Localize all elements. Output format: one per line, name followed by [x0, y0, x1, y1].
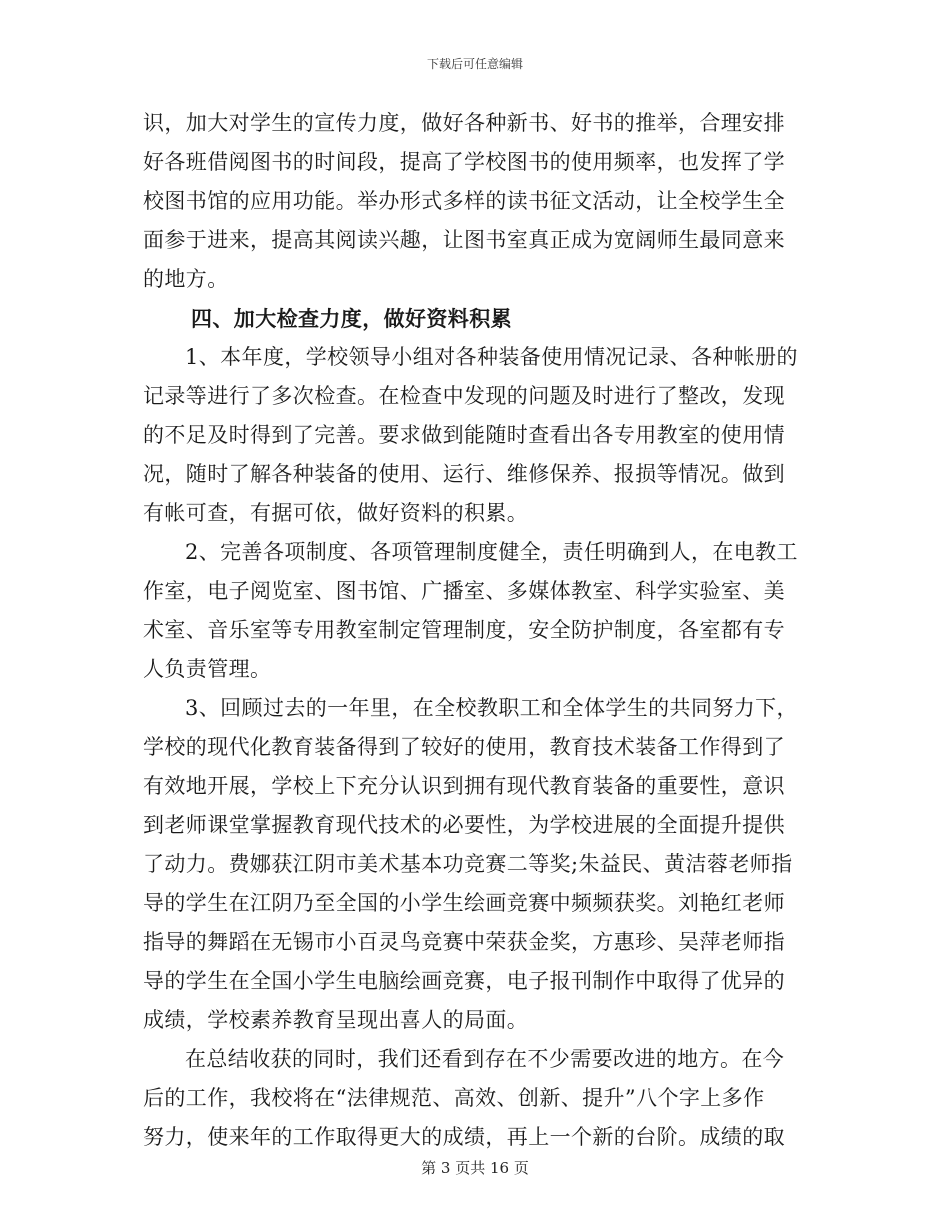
text-line: 识，加大对学生的宣传力度，做好各种新书、好书的推举，合理安排: [143, 111, 785, 135]
text-line: 记录等进行了多次检查。在检查中发现的问题及时进行了整改，发现: [143, 384, 785, 408]
document-body: [143, 104, 823, 1157]
text-line: 到老师课堂掌握教育现代技术的必要性，为学校进展的全面提升提供: [143, 813, 785, 837]
text-line: 指导的舞蹈在无锡市小百灵鸟竞赛中荣获金奖，方惠珍、吴萍老师指: [143, 930, 785, 954]
page-footer: 第 3 页共 16 页: [421, 1159, 529, 1177]
text-line: 有帐可查，有据可依，做好资料的积累。: [143, 501, 529, 525]
text-line: 导的学生在全国小学生电脑绘画竞赛，电子报刊制作中取得了优异的: [143, 969, 785, 993]
text-line: 的地方。: [143, 267, 229, 291]
text-line: 面参于进来，提高其阅读兴趣，让图书室真正成为宽阔师生最同意来: [143, 228, 785, 252]
text-line: 学校的现代化教育装备得到了较好的使用，教育技术装备工作得到了: [143, 735, 785, 759]
text-line: 2、完善各项制度、各项管理制度健全，责任明确到人，在电教工: [185, 540, 798, 564]
text-line: 在总结收获的同时，我们还看到存在不少需要改进的地方。在今: [185, 1047, 785, 1071]
text-line: 校图书馆的应用功能。举办形式多样的读书征文活动，让全校学生全: [143, 189, 785, 213]
text-line: 1、本年度，学校领导小组对各种装备使用情况记录、各种帐册的: [185, 345, 798, 369]
text-line: 况，随时了解各种装备的使用、运行、维修保养、报损等情况。做到: [143, 462, 785, 486]
text-line: 作室，电子阅览室、图书馆、广播室、多媒体教室、科学实验室、美: [143, 579, 785, 603]
text-line: 有效地开展，学校上下充分认识到拥有现代教育装备的重要性，意识: [143, 774, 785, 798]
text-line: 术室、音乐室等专用教室制定管理制度，安全防护制度，各室都有专: [143, 618, 785, 642]
section-heading: 四、加大检查力度，做好资料积累: [191, 306, 512, 331]
text-line: 好各班借阅图书的时间段，提高了学校图书的使用频率，也发挥了学: [143, 150, 785, 174]
text-line: 3、回顾过去的一年里，在全校教职工和全体学生的共同努力下，: [185, 696, 798, 720]
text-line: 了动力。费娜获江阴市美术基本功竞赛二等奖;朱益民、黄洁蓉老师指: [143, 852, 793, 876]
text-line: 成绩，学校素养教育呈现出喜人的局面。: [143, 1008, 529, 1032]
text-line: 后的工作，我校将在“法律规范、高效、创新、提升”八个字上多作: [143, 1086, 765, 1110]
text-line: 导的学生在江阴乃至全国的小学生绘画竞赛中频频获奖。刘艳红老师: [143, 891, 785, 915]
text-line: 的不足及时得到了完善。要求做到能随时查看出各专用教室的使用情: [143, 423, 785, 447]
page-header: 下载后可任意编辑: [426, 57, 523, 71]
text-line: 人负责管理。: [143, 657, 272, 681]
text-line: 努力，使来年的工作取得更大的成绩，再上一个新的台阶。成绩的取: [143, 1125, 785, 1149]
